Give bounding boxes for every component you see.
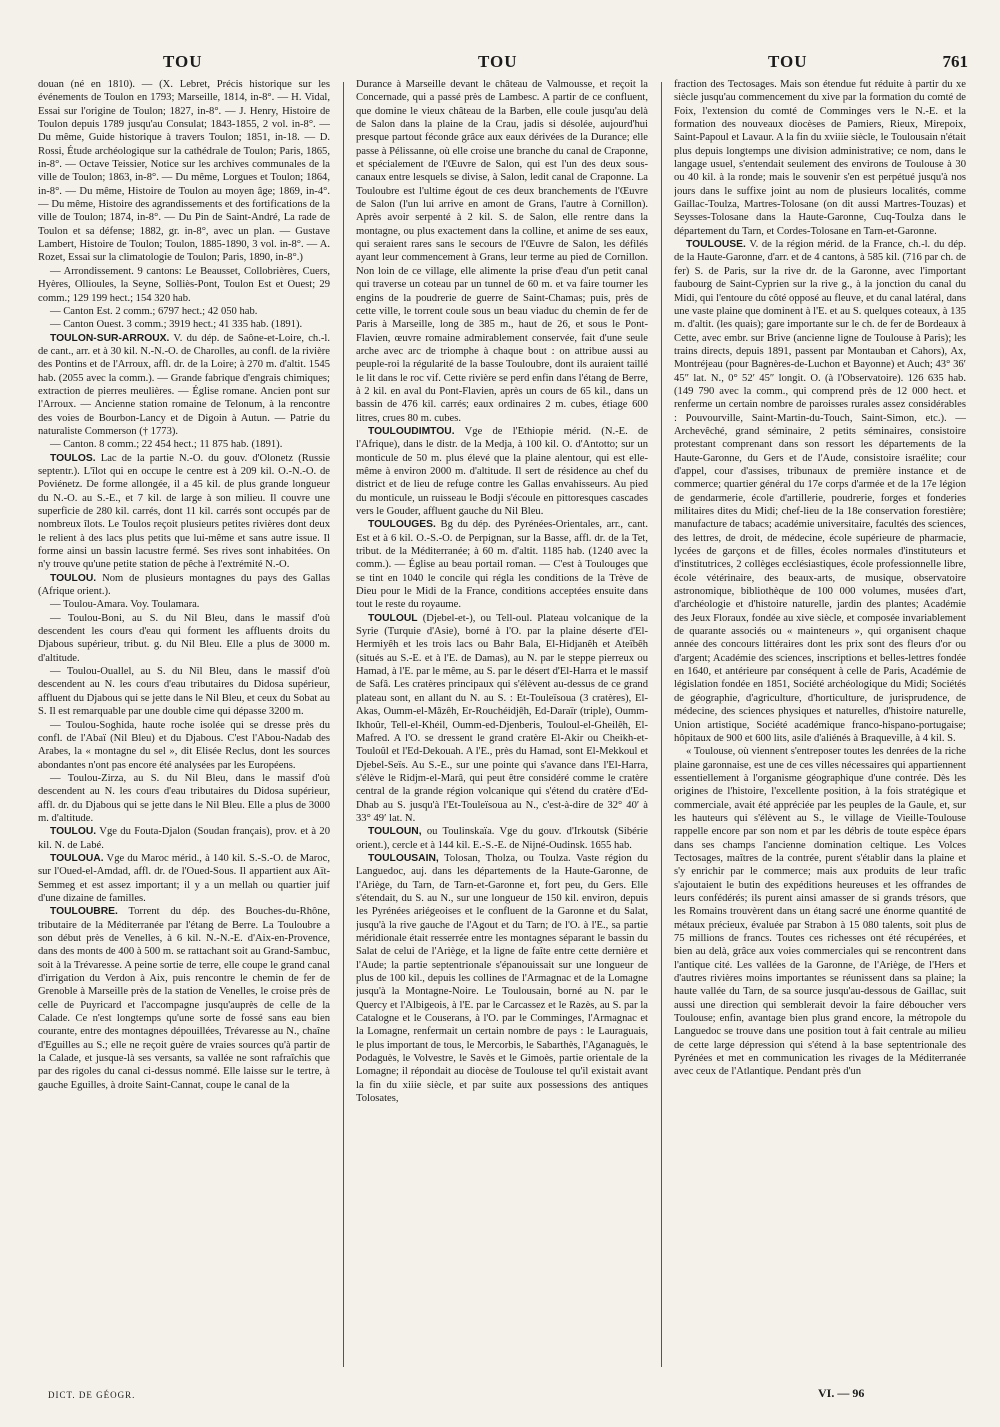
dictionary-entry: [674, 238, 966, 745]
entry-text: (Djebel-et-), ou Tell-oul. Plateau volcanique de la Syrie (Turquie d'Asie), borné à l'O. par la plaine déserte d'El-Hermiyêh et les trois lacs ou Bahr Bala, El-Hidjanêh et Ateïbêh (situés au S.-E. et à l'E. de Damas), au N. par le steppe pierreux ou Hamad, à l'E. par le même, au S. par le désert d'El-Harra et le massif de Safâ. Les cratères principaux qui s'élèvent au-dessus de ce grand plateau sont, en allant du N. au S. : Et-Touleïsoua (3 cratères), El-Akas, Oumm-el-Mâzêh, Er-Rouchéidjêh, Ed-Daraïr (triple), Oumm-Ikhoûr, Tell-el-Khéil, Oumm-ed-Djenberis, Touloul-el-Gheilêh, El-Mafred. A l'O. se dressent le grand cratère El-Akir ou Cheikh-et-Touloûl et l'Ed-Dekouah. A l'E., près du Hamad, sont El-Mekkoul et Djebel-Seïs. Au S.-E., sur une pointe qui s'avance dans l'El-Harra, s'élève le Ridjm-el-Marâ, qui peut être considéré comme le cratère central de la grande région volcanique qui s'étend du cratère d'Ed-Dhab au S. jusqu'à l'Et-Touleïsoua au N., c'est-à-dire de 32° 40′ à 33° 49′ lat. N.: [356, 612, 648, 824]
entry-text: Durance à Marseille devant le château de Valmousse, et reçoit la Concernade, qui a passé près de Lambesc. A partir de ce confluent, que domine le vieux château de la Barben, elle coule jusqu'au delà de Salon dans la plaine de la Crau, jadis si désolée, aujourd'hui presque partout féconde grâce aux eaux dérivées de la Durance; elle passe à Pélissanne, où elle croise une branche du canal de Craponne, et spécialement de l'Œuvre de Salon, qui est l'un des deux sous-canaux entre lesquels se divise, à Salon, ledit canal de Craponne. La Touloubre est l'ultime égout de ces deux branchements de l'Œuvre de Salon (l'un lui arrive en amont de Grans, l'autre à Cornillon). Après avoir serpenté à 2 kil. S. de Salon, elle rentre dans la montagne, ou plus exactement dans la colline, et anime de ses eaux, qui seraient rares sans le secours de l'Œuvre de Salon, les défilés ayant leur commencement à Grans, leur terme au pied de Cornillon. Non loin de ce village, elle alimente la prise d'eau d'un petit canal qui traverse un coteau par un tunnel de 60 m. et va faire tourner les engins de la poudrerie de guerre de Saint-Chamas; puis, près de cette ville, le torrent coule sous un beau viaduc du chemin de fer de Paris à Marseille, long de 385 m., haut de 26, et sous le Pont-Flavien, œuvre romaine admirablement conservée, fait d'une seule arche avec arc de triomphe à chaque bout : on attribue aussi au peuple-roi la régularité de la basse Touloubre, dont ils auraient taillé le lit dans le roc vif. Cette rivière se perd enfin dans l'étang de Berre, à 2 kil. en aval du Pont-Flavien, après un cours de 65 kil., dans un bassin de 476 kil. carrés; eaux ordinaires 2 m. cubes, étiage 600 litres, crues 80 m. cubes.: [356, 79, 648, 424]
dictionary-entry: [356, 78, 648, 425]
entry-text: — Canton Ouest. 3 comm.; 3919 hect.; 41 335 hab. (1891).: [50, 319, 303, 331]
entry-headword: TOULOS.: [50, 452, 96, 464]
entry-text: — Canton. 8 comm.; 22 454 hect.; 11 875 hab. (1891).: [50, 439, 283, 451]
dictionary-entry: [38, 305, 330, 318]
dictionary-entry: [38, 572, 330, 599]
dictionary-entry: [38, 438, 330, 451]
entry-headword: TOULOUSAIN,: [368, 852, 439, 864]
entry-headword: TOULOUSE.: [686, 239, 746, 251]
dictionary-entry: [38, 772, 330, 825]
dictionary-entry: [38, 452, 330, 572]
entry-text: fraction des Tectosages. Mais son étendue fut réduite à partir du xe siècle jusqu'au commencement du xive par la formation du comté de Foix, l'extension du comté de Comminges vers le N.-E. et la formation des nouveaux diocèses de Pamiers, Rieux, Mirepoix, Saint-Papoul et Lavaur. A la fin du xviiie siècle, le Toulousain n'était plus depuis longtemps une division administrative; ce nom, dans le langage usuel, s'entendait seulement des environs de Toulouse à 30 ou 40 kil. à la ronde; mais le souvenir s'en est perpétué jusqu'à nos jours dans le suffixe joint au nom de plusieurs localités, comme Gaillac-Toulza, Martres-Tolosane (on dit aussi Martres-Touzas) et Seysses-Tolosane dans la Haute-Garonne, Cuq-Toulza dans le département du Tarn, et Cordes-Tolosane en Tarn-et-Garonne.: [674, 79, 966, 237]
entry-headword: TOULOUL: [368, 612, 418, 624]
dictionary-entry: [674, 78, 966, 238]
dictionary-entry: [38, 905, 330, 1092]
header-left-word: TOU: [163, 52, 203, 71]
entry-text: — Toulou-Boni, au S. du Nil Bleu, dans le massif d'où descendent les cours d'eau qui forment les affluents droits du Djabous supérieur, tribut. g. du Nil Bleu. Elle a plus de 3000 m. d'altitude.: [38, 612, 330, 664]
entry-headword: TOULOUBRE.: [50, 906, 118, 918]
entry-text: Vge de l'Ethiopie mérid. (N.-E. de l'Afrique), dans le distr. de la Medja, à 100 kil. O. d'Antotto; sur un monticule de 50 m. plus élevé que la plaine alentour, qui est elle-même à environ 2000 m. d'altitude. Il sert de résidence au chef du district et de lieu de refuge contre les Gallas envahisseurs. Au pied du monticule, un ruisseau le Bodji s'écoule en pittoresques cascades vers le Gouder, affluent gauche du Nil Bleu.: [356, 425, 648, 517]
entry-text: V. du dép. de Saône-et-Loire, ch.-l. de cant., arr. et à 30 kil. N.-N.-O. de Charolles, au confl. de la rivière des Pontins et de l'Arroux, affl. dr. de la Loire; à 270 m. d'altit. 1545 hab. (2055 avec la comm.). — Grande fabrique d'engrais chimiques; extraction de pierres meulières. — Église romane. Ancien pont sur l'Arroux. — Ancienne station romaine de Telonum, à la rencontre des voies de Bourbon-Lancy et de Digoin à Autun. — Patrie du naturaliste Commerson († 1773).: [38, 332, 330, 437]
dictionary-entry: [38, 318, 330, 331]
header-right-word: TOU: [768, 52, 808, 71]
entry-text: Torrent du dép. des Bouches-du-Rhône, tributaire de la Méditerranée par l'étang de Berre. La Touloubre a son début près de Venelles, à 6 kil. N.-N.-E. d'Aix-en-Provence, dans des monts de 400 à 500 m. se rattachant soit au Grand-Sambuc, soit à la Trévaresse. A peine sortie de terre, elle coupe le grand canal d'irrigation du Verdon à Aix, puis rencontre le chemin de fer de Grenoble à Marseille près de la station de Venelles, le croise près de celle de Puyricard et l'accompagne jusqu'auprès de celle de la Calade. Ce n'est longtemps qu'une sorte de fossé sans eau bien courante, entre des montagnes dépouillées, Trévaresse au N., chaîne d'Eguilles au S.; elle ne reçoit guère de vraies sources qu'à partir de la Calade, et jusque-là ses versants, sa vallée ne sont rafraîchis que par des rigoles du canal ci-dessus nommé. Elle laisse sur le tertre, à gauche Eguilles, à droite Saint-Cannat, coupe le canal de la: [38, 906, 330, 1091]
entry-text: — Toulou-Soghida, haute roche isolée qui se dresse près du confl. de l'Abaï (Nil Bleu) et du Djabous. C'est l'Abou-Nadab des Arabes, la « montagne du sel », dit Elisée Reclus, dont les sources abondantes n'ont pas encore été analysées par les Européens.: [38, 719, 330, 771]
entry-text: — Canton Est. 2 comm.; 6797 hect.; 42 050 hab.: [50, 305, 258, 317]
dictionary-entry: [38, 265, 330, 305]
footer-volume: VI. — 96: [818, 1386, 865, 1400]
entry-text: V. de la région mérid. de la France, ch.-l. du dép. de la Haute-Garonne, d'arr. et de 4 cantons, à 585 kil. (716 par ch. de fer) S. de Paris, sur la rive dr. de la Garonne, avec l'important faubourg de Saint-Cyprien sur la rive g., à la jonction du canal du Midi, qui l'entoure du côté opposé au fleuve, et du canal latéral, dans une vaste plaine que dominent à l'E. et au S. quelques coteaux, à 135 m. d'altit. (les quais); gare importante sur le ch. de fer de Bordeaux à Cette, avec embr. sur Brive (ancienne ligne de Toulouse à Paris); les trains directs, depuis 1891, passent par Montauban et Cahors), Ax, Montréjeau (pour Bagnères-de-Luchon et Bayonne) et Auch; 43° 36′ 45″ lat. N., 0° 52′ 45″ longit. O. (à l'Observatoire). 126 635 hab. (149 790 avec la comm., qui comprend près de 12 000 hect. et renferme un certain nombre de paroisses rurales assez considérables : Pouvourville, Saint-Martin-du-Touch, Saint-Simon, etc.). — Archevêché, grand séminaire, 2 petits séminaires, consistoire protestant comprenant dans son ressort les départements de la Haute-Garonne, du Gers et de l'Aude, consistoire israélite; cour d'appel, cour d'assises, tribunaux de première instance et de commerce; quartier général du 17e corps d'armée et de la 17e légion de gendarmerie, école d'artillerie, poudrerie, forges et fonderies militaires dites du Midi; chef-lieu de la 18e conservation forestière; manufacture de tabacs; académie universitaire, facultés des sciences, des lettres, de droit, de médecine, école supérieure de pharmacie, lycées de garçons et de filles, écoles normales d'instituteurs et d'institutrices, 2 collèges ecclésiastiques, école professionnelle libre, école vétérinaire, des beaux-arts, de musique, observatoire astronomique, bibliothèque de 100 000 volumes, musées d'art, d'archéologie et d'histoire naturelle, jardin des plantes; Académie des Jeux Floraux, fondée au xive siècle, et composée invariablement de quarante associés ou « mainteneurs », qui organisent chaque année des concours littéraires dont les prix sont des fleurs d'or ou d'argent; Académie des sciences, inscriptions et belles-lettres fondée en 1640, et antérieure par conséquent à celle de Paris, Académie de législation fondée en 1851, Société archéologique du Midi; Sociétés de géographie, d'agriculture, d'horticulture, de jurisprudence, de médecine, des sciences physiques et naturelles, d'histoire naturelle, Union artistique, Société académique franco-hispano-portugaise; hôpitaux de 900 et 600 lits, asile d'aliénés à Braqueville, à 4 kil. S.: [674, 239, 966, 744]
entry-text: — Arrondissement. 9 cantons: Le Beausset, Collobrières, Cuers, Hyères, Ollioules, la Seyne, Solliès-Pont, Toulon Est et Ouest; 29 comm.; 129 199 hect.; 154 320 hab.: [38, 265, 330, 304]
column-1: [38, 78, 330, 1368]
dictionary-entry: [38, 612, 330, 665]
page-number: 761: [942, 52, 968, 71]
entry-text: — Toulou-Ouallel, au S. du Nil Bleu, dans le massif d'où descendent au N. les cours d'eau tributaires du Didosa supérieur, affluent du Djabous qui se jette dans le Nil Bleu, et ceux du Sobat au S. Il est remarquable par une double cime qui dépasse 3200 m.: [38, 666, 330, 718]
entry-text: Tolosan, Tholza, ou Toulza. Vaste région du Languedoc, auj. dans les départements de la Haute-Garonne, de l'Ariège, du Tarn, de Tarn-et-Garonne et, fort peu, du Gers. Elle s'étendait, du S. au N., sur une longueur de 150 kil. environ, depuis les Pyrénées ariégeoises et le confluent de la Garonne et du Salat, jusqu'à la rive gauche de l'Agout et du Tarn; de l'O. à l'E., sa partie méridionale était resserrée entre les montagnes séparant le bassin du Salat de celui de l'Ariège, et la ligne de faîte entre cette dernière et l'Aude; la partie septentrionale s'épanouissait sur une longueur de plus de 100 kil., depuis les collines de l'Armagnac et de la Lomagne jusqu'à la Montagne-Noire. Le Toulousain, borné au N. par le Quercy et l'Albigeois, à l'E. par le Carcassez et le Razès, au S. par la Catalogne et le Couserans, à l'O. par le Comminges, l'Armagnac et la Lomagne, renfermait un certain nombre de pays : le Lauraguais, le plus important de tous, le Mercorbis, le Sabarthès, l'Aganaguès, le Podaguès, le Volvestre, le Savès et le Gimoès, partie orientale de la Lomagne; il répondait au diocèse de Toulouse tel qu'il existait avant la fin du xiiie siècle, et par suite aux possessions des antiques Tolosates,: [356, 852, 648, 1105]
dictionary-entry: [38, 78, 330, 265]
entry-text: Vge du Maroc mérid., à 140 kil. S.-S.-O. de Maroc, sur l'Oued-el-Amdad, affl. dr. de l'Oued-Sous. Il appartient aux Aït-Semmeg et est assez important; il y a un mellah ou quartier juif d'une dizaine de familles.: [38, 852, 330, 904]
entry-headword: TOULOUN,: [368, 826, 422, 838]
dictionary-entry: [356, 612, 648, 826]
dictionary-entry: [38, 598, 330, 611]
column-3: [674, 78, 966, 1368]
text-columns: [38, 78, 968, 1368]
dictionary-entry: [356, 852, 648, 1106]
dictionary-entry: [38, 852, 330, 905]
entry-text: Nom de plusieurs montagnes du pays des Gallas (Afrique orient.).: [38, 572, 330, 598]
entry-headword: TOULOU.: [50, 826, 97, 838]
entry-text: ou Toulinskaïa. Vge du gouv. d'Irkoutsk (Sibérie orient.), cercle et à 144 kil. E.-S.-E. de Nijné-Oudinsk. 1655 hab.: [356, 826, 648, 851]
entry-headword: TOULOUA.: [50, 852, 104, 864]
entry-text: douan (né en 1810). — (X. Lebret, Précis historique sur les événements de Toulon en 1793; Marseille, 1814, in-8°. — H. Vidal, Essai sur l'origine de Toulon; 1827, in-8°. — J. Henry, Histoire de Toulon depuis 1789 jusqu'au Consulat; 1843-1855, 2 vol. in-8°. — Du même, Guide historique à travers Toulon; 1851, in-18. — D. Rossi, Étude archéologique sur la cathédrale de Toulon; Paris, 1865, in-8°. — Octave Teissier, Notice sur les archives communales de la ville de Toulon; 1863, in-8°. — Du même, Lorgues et Toulon; 1864, in-8°. — Du même, Histoire de Toulon au moyen âge; 1869, in-4°. — Du même, Histoire des agrandissements et des fortifications de la ville de Toulon; 1874, in-8°. — Du Pin de Saint-André, La rade de Toulon et sa défense; 1882, gr. in-8°, avec un plan. — Gustave Lambert, Histoire de Toulon; Toulon, 1885-1890, 3 vol. in-8°. — A. Rozet, Essai sur la climatologie de Toulon; Paris, 1890, in-8°.): [38, 79, 330, 264]
dictionary-entry: [38, 825, 330, 852]
entry-text: Lac de la partie N.-O. du gouv. d'Olonetz (Russie septentr.). L'îlot qui en occupe le centre est à 209 kil. O.-N.-O. de Poviénetz. De forme allongée, il a 45 kil. de plus grande longueur du N.-O. au S.-E., et 7 kil. de large à son milieu. Il couvre une superficie de 280 kil. carrés, dont 11 kil. carrés sont occupés par de nombreux îlots. Le Toulos reçoit plusieurs petites rivières dont deux le relient à des lacs plus petits que lui-même et sans autre issue. Il forme ainsi un bassin lacustre fermé. Ses rives sont inhabitées. On n'y trouve qu'une petite station de pêche à l'extrémité N.-O.: [38, 452, 330, 571]
entry-text: Vge du Fouta-Djalon (Soudan français), prov. et à 20 kil. N. de Labé.: [38, 826, 330, 851]
dictionary-entry: [674, 745, 966, 1079]
entry-text: Bg du dép. des Pyrénées-Orientales, arr., cant. Est et à 6 kil. O.-S.-O. de Perpignan, sur la Basse, affl. dr. de la Tet, tribut. de la Méditerranée; à 60 m. d'altit. 1185 hab. (1240 avec la comm.). — Église au beau portail roman. — C'est à Toulouges que se tint en 1040 le concile qui régla les conditions de la Trève de Dieu pour le Midi de la France, conditions acceptées ensuite dans tout le reste du royaume.: [356, 519, 648, 611]
footer-signature: DICT. DE GÉOGR.: [48, 1390, 136, 1400]
dictionary-entry: [38, 719, 330, 772]
entry-headword: TOULOUGES.: [368, 519, 436, 531]
entry-headword: TOULOUDIMTOU.: [368, 425, 455, 437]
running-header: [38, 52, 968, 78]
entry-headword: TOULOU.: [50, 572, 97, 584]
entry-text: — Toulou-Zirza, au S. du Nil Bleu, dans le massif d'où descendent au N. les cours d'eau tributaires du Didosa supérieur, affl. dr. du Djabous qui se jette dans le Nil Bleu. Elle a plus de 3000 m. d'altitude.: [38, 772, 330, 824]
dictionary-entry: [356, 425, 648, 518]
dictionary-entry: [38, 332, 330, 439]
entry-headword: TOULON-SUR-ARROUX.: [50, 332, 170, 344]
header-center-word: TOU: [478, 52, 518, 71]
dictionary-entry: [356, 518, 648, 611]
dictionary-entry: [356, 825, 648, 852]
entry-text: « Toulouse, où viennent s'entreposer toutes les denrées de la riche plaine garonnaise, est une de ces villes nécessaires qui appartiennent essentiellement à l'organisme géographique d'une contrée. Dès les origines de l'histoire, l'excellente position, à la fois stratégique et commerciale, avait été appréciée par les peuples de la Gaule, et, sur les hauteurs qui s'élèvent au S., le village de Vieille-Toulouse rappelle encore par son nom et par les débris de toute espèce épars dans ses champs l'ancienne domination celtique. Les Volces Tectosages, maîtres de la contrée, purent s'établir dans la plaine et s'y enrichir par le commerce; mais aux produits de leur trafic s'ajoutaient le butin des expéditions heureuses et les offrandes de leurs confédérés; ils purent ainsi amasser de si grands trésors, que les Romains trouvèrent dans un étang sacré une énorme quantité de métaux précieux, évaluée par Strabon à 15 080 talents, soit plus de 75 millions de francs. Toutes ces richesses ont été récupérées, et bien au delà, grâce aux voies commerciales qui se rencontrent dans l'antique cité. Les vallées de la Garonne, de l'Ariège, de l'Hers et d'autres rivières moins importantes se réunissent dans sa plaine; la haute vallée du Tarn, de sa source jusqu'au-dessous de Gaillac, suit aussi une direction qui semblerait devoir la faire déboucher vers Toulouse; enfin, avantage bien plus grand encore, la métropole du Languedoc se trouve dans une position tout à fait centrale au milieu de cette large dépression qui s'étend à la base septentrionale des Pyrénées et met en communication les rivages de la Méditerranée avec ceux de l'Atlantique. Pendant près d'un: [674, 746, 966, 1078]
dictionary-entry: [38, 665, 330, 718]
column-2: [356, 78, 648, 1368]
entry-text: — Toulou-Amara. Voy. Toulamara.: [50, 599, 200, 611]
